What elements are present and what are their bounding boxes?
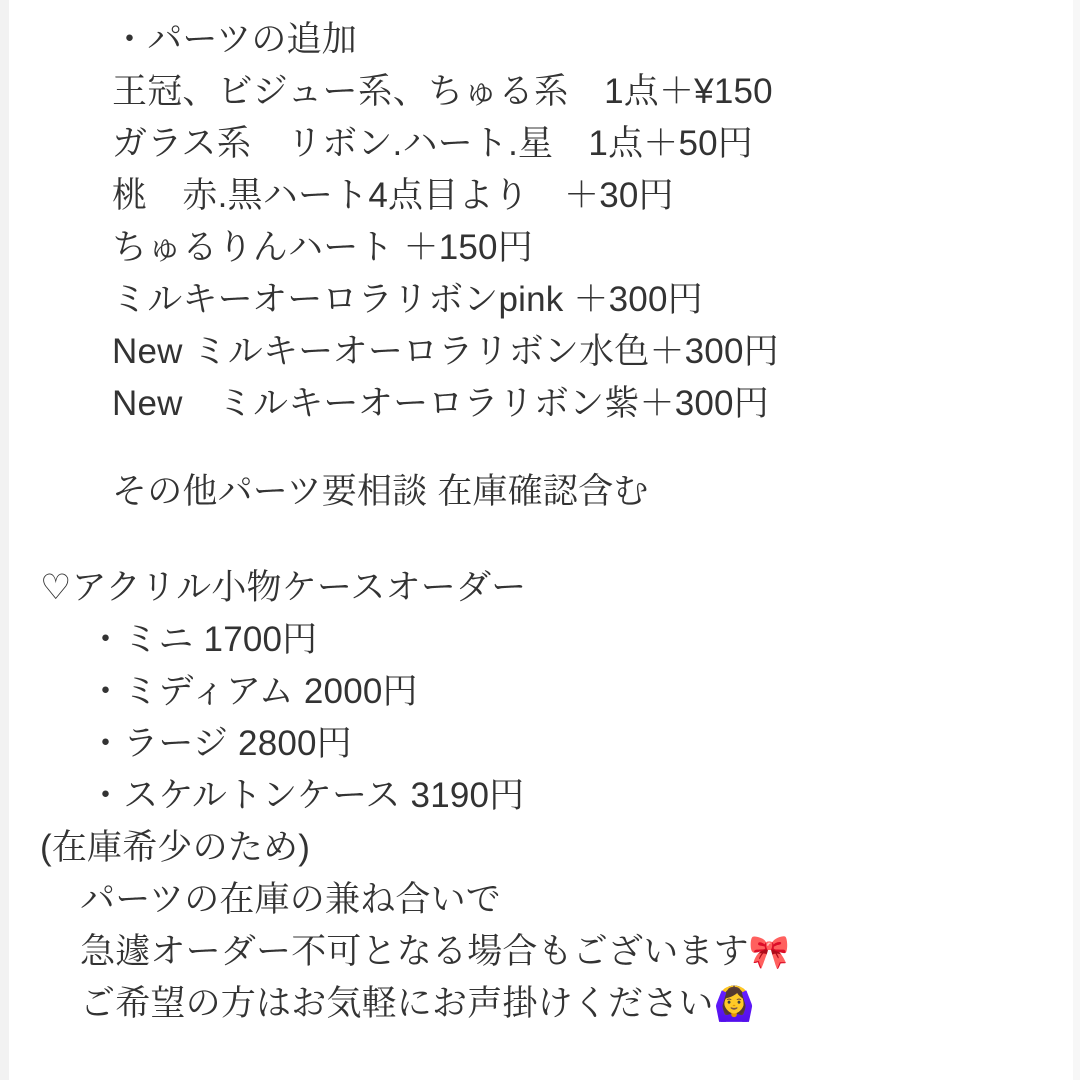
parts-item: ガラス系 リボン.ハート.星 1点＋50円	[112, 124, 753, 163]
caution-line	[40, 926, 1060, 978]
parts-section-heading: ・パーツの追加	[112, 20, 358, 59]
stock-note: (在庫希少のため)	[40, 828, 311, 867]
heart-icon: ♡	[40, 568, 72, 608]
caution-line-text: ご希望の方はお気軽にお声掛けください	[80, 984, 714, 1023]
caution-line: パーツの在庫の兼ね合いで	[80, 880, 502, 919]
case-item: ・ラージ 2800円	[88, 724, 352, 763]
section-spacer	[40, 518, 1060, 562]
section-spacer	[40, 430, 1060, 466]
caution-line-text: 急遽オーダー不可となる場合もございます	[80, 932, 749, 971]
parts-item: New ミルキーオーロラリボン紫＋300円	[112, 384, 769, 423]
case-item: ・スケルトンケース 3190円	[88, 776, 525, 815]
parts-item: 王冠、ビジュー系、ちゅる系 1点＋¥150	[112, 72, 773, 111]
ok-person-icon: 🙆‍♀️	[713, 984, 755, 1023]
case-item: ・ミニ 1700円	[88, 620, 318, 659]
case-section-heading	[40, 562, 1060, 614]
parts-item: New ミルキーオーロラリボン水色＋300円	[112, 332, 779, 371]
case-item: ・ミディアム 2000円	[88, 672, 418, 711]
caution-line	[40, 978, 1060, 1030]
parts-item: ミルキーオーロラリボンpink ＋300円	[112, 280, 703, 319]
parts-item: 桃 赤.黒ハート4点目より ＋30円	[112, 176, 674, 215]
note-content	[0, 14, 1080, 1030]
parts-item: ちゅるりんハート ＋150円	[112, 228, 533, 267]
case-section-heading-label: アクリル小物ケースオーダー	[71, 568, 527, 607]
ribbon-icon: 🎀	[748, 932, 791, 971]
parts-note: その他パーツ要相談 在庫確認含む	[112, 472, 649, 511]
